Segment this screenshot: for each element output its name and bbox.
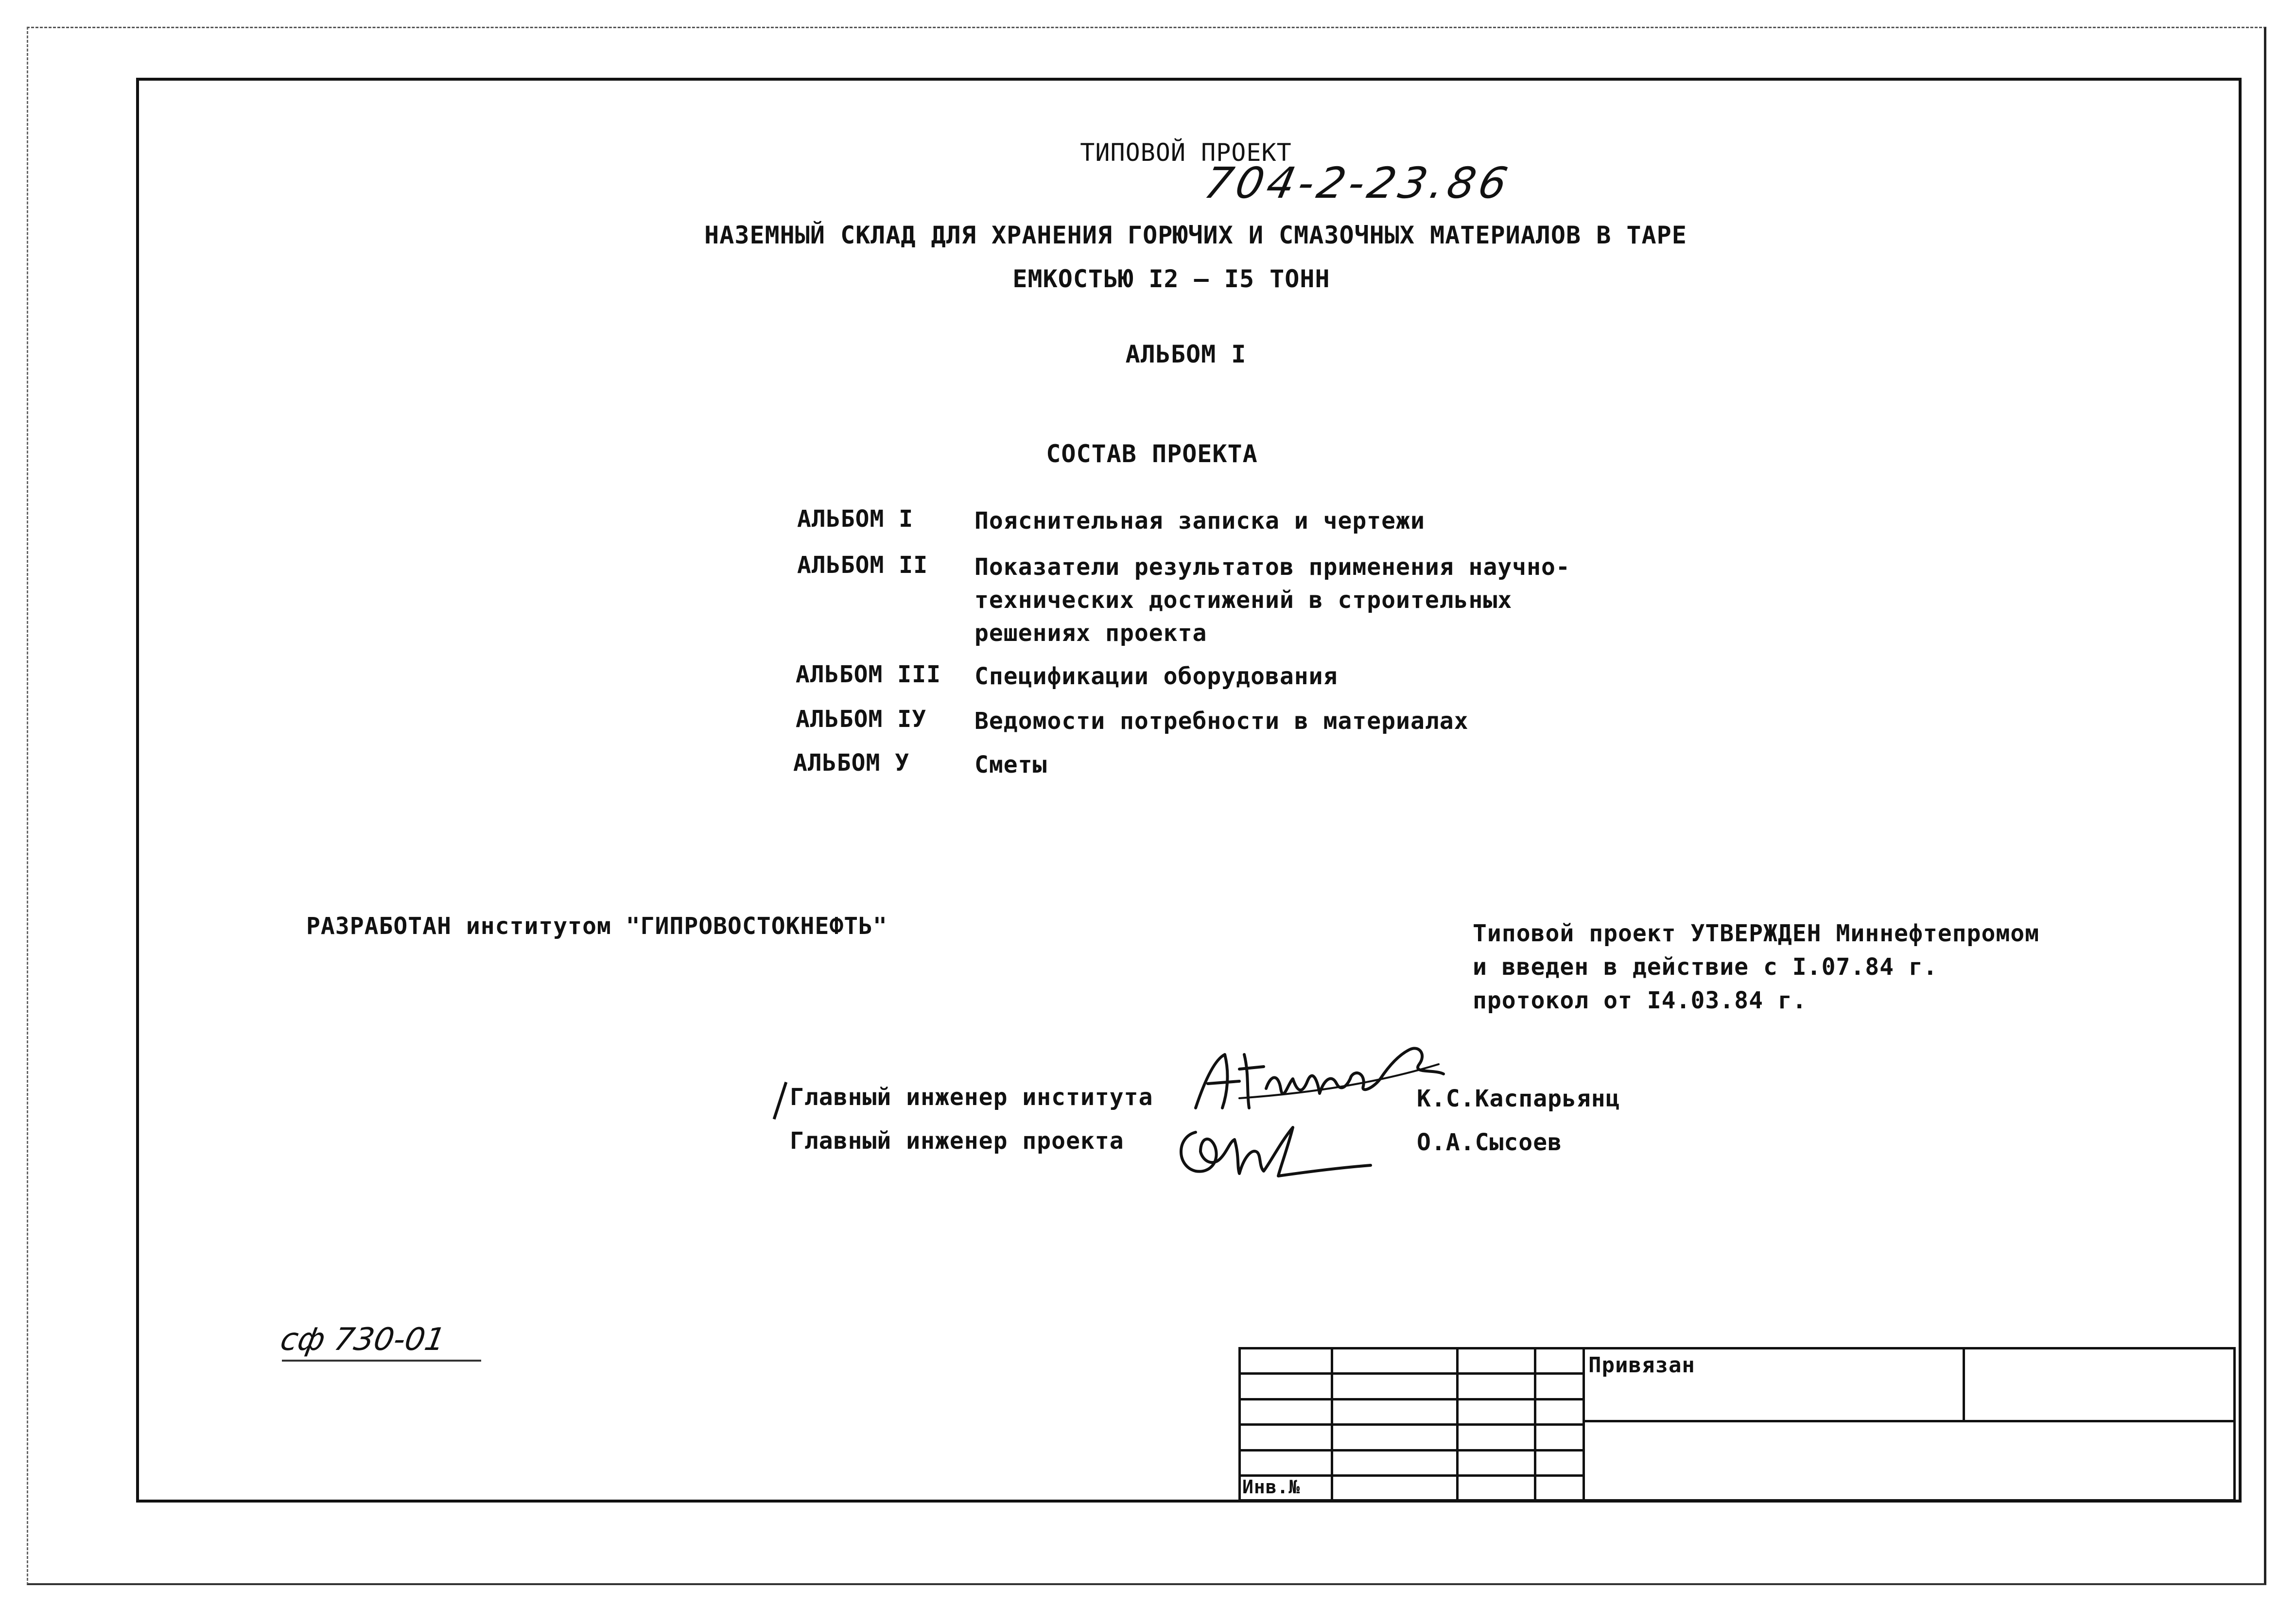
signatory-role: Главный инженер проекта — [790, 1127, 1124, 1155]
composition-heading: СОСТАВ ПРОЕКТА — [1046, 440, 1258, 468]
title-block — [1238, 1347, 2236, 1502]
composition-album-text: Сметы — [974, 751, 1047, 778]
composition-album-text: Спецификации оборудования — [974, 663, 1338, 690]
composition-album-text: Показатели результатов применения научно- — [974, 553, 1570, 581]
grid-line — [1963, 1347, 1965, 1421]
inventory-number-label: Инв.№ — [1242, 1476, 1301, 1498]
approval-line: и введен в действие с I.07.84 г. — [1473, 953, 1938, 981]
album-number: АЛЬБОМ I — [1125, 340, 1247, 368]
composition-album-label: АЛЬБОМ II — [797, 552, 928, 579]
composition-album-label: АЛЬБОМ IУ — [796, 706, 927, 733]
project-title-line1: НАЗЕМНЫЙ СКЛАД ДЛЯ ХРАНЕНИЯ ГОРЮЧИХ И СМАЗОЧНЫХ МАТЕРИАЛОВ В ТАРЕ — [704, 221, 1687, 249]
project-title-line2: ЕМКОСТЬЮ I2 – I5 ТОНН — [1012, 265, 1330, 293]
project-type-label: ТИПОВОЙ ПРОЕКТ — [1080, 138, 1292, 167]
signature-kasparyants — [1181, 1035, 1453, 1118]
grid-line — [1583, 1420, 2236, 1422]
composition-album-label: АЛЬБОМ III — [796, 661, 941, 688]
signature-sysoev — [1166, 1113, 1380, 1186]
composition-album-text: решениях проекта — [974, 620, 1207, 647]
signatory-name: К.С.Каспарьянц — [1417, 1085, 1620, 1112]
composition-album-label: АЛЬБОМ У — [793, 749, 910, 777]
composition-album-text: Ведомости потребности в материалах — [974, 708, 1469, 735]
developer-institute: РАЗРАБОТАН институтом "ГИПРОВОСТОКНЕФТЬ" — [306, 913, 887, 940]
grid-line — [1238, 1398, 1583, 1400]
approval-line: Типовой проект УТВЕРЖДЕН Миннефтепромом — [1473, 920, 2040, 947]
signatory-role: Главный инженер института — [790, 1084, 1153, 1111]
approval-line: протокол от I4.03.84 г. — [1473, 987, 1807, 1014]
privyazan-label: Привязан — [1588, 1353, 1695, 1378]
composition-album-text: технических достижений в строительных — [974, 587, 1513, 614]
sheet-mark-underline — [282, 1360, 481, 1362]
project-number: 704-2-23.86 — [1200, 158, 1516, 208]
composition-album-label: АЛЬБОМ I — [797, 505, 914, 533]
grid-line — [1238, 1372, 1583, 1375]
grid-line — [1238, 1423, 1583, 1426]
grid-line — [1238, 1449, 1583, 1451]
signatory-name: О.А.Сысоев — [1417, 1129, 1562, 1156]
grid-line — [1583, 1347, 1585, 1502]
sheet-mark: сф 730-01 — [278, 1322, 448, 1358]
composition-album-text: Пояснительная записка и чертежи — [974, 507, 1425, 535]
